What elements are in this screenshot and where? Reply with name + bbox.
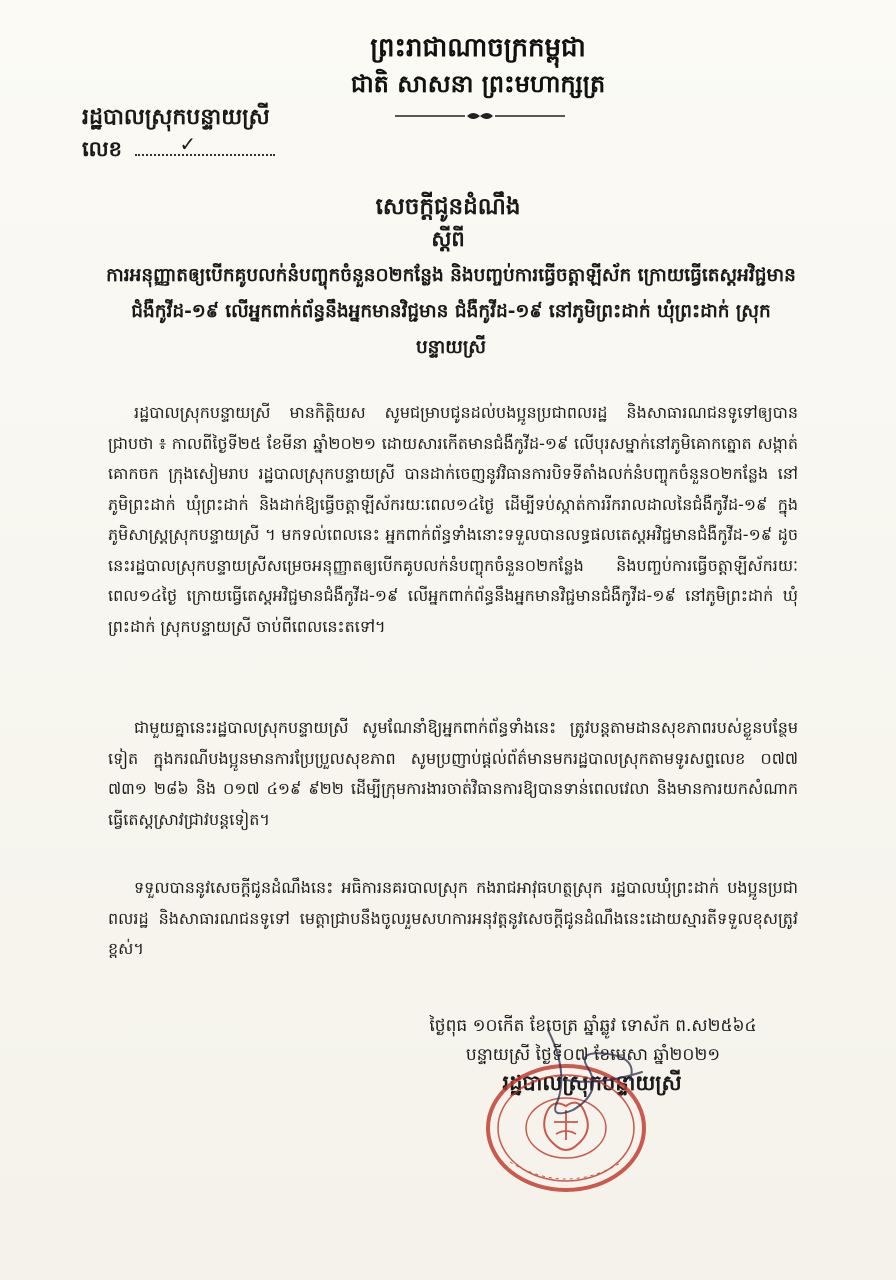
document-number xyxy=(82,132,275,167)
kingdom-header xyxy=(0,30,896,102)
notice-title: សេចក្តីជូនដំណឹង xyxy=(375,193,521,220)
handwritten-signature xyxy=(398,1010,758,1140)
signer-title: រដ្ឋបាលស្រុកបន្ទាយស្រី xyxy=(502,1070,682,1095)
number-value: ✓ xyxy=(179,132,197,156)
body-paragraph-2: ជាមួយគ្នានេះរដ្ឋបាលស្រុកបន្ទាយស្រី សូមណែនាំឱ្យអ្នកពាក់ព័ន្ធទាំងនេះ ត្រូវបន្តតាមដានសុខភាពរបស់ខ្លួនបន្ថែមទៀត ក្នុងករណីបងប្អូនមានការប្រែប្រួលសុខភាព សូមប្រញាប់ផ្តល់ព័ត៌មានមករដ្ឋបាលស្រុកតាមទូរសព្ទលេខ ០៧៧ ៧៣១ ២៨៦ និង ០១៧ ៤១៩ ៩២២ ដើម្បីក្រុមការងារចាត់វិធានការឱ្យបានទាន់ពេលវេលា និងមានការយកសំណាកធ្វើតេស្តស្រាវជ្រាវបន្តទៀត។ xyxy=(108,718,798,829)
number-label: លេខ xyxy=(82,136,122,161)
number-field xyxy=(135,132,275,156)
solar-date: បន្ទាយស្រី ថ្ងៃទី០៧ ខែមេសា ឆ្នាំ២០២១ xyxy=(465,1045,721,1065)
notice-about-label: ស្តីពី xyxy=(431,226,465,251)
lunar-date: ថ្ងៃពុធ ១០កើត ខែចេត្រ ឆ្នាំឆ្លូវ ទោស័ក ព.ស២៥៦៤ xyxy=(429,1016,757,1036)
kingdom-name: ព្រះរាជាណាចក្រកម្ពុជា xyxy=(370,33,586,63)
national-motto: ជាតិ សាសនា ព្រះមហាក្សត្រ xyxy=(350,69,606,98)
issuing-authority: រដ្ឋបាលស្រុកបន្ទាយស្រី xyxy=(82,104,270,130)
body-paragraph-3: ទទួលបាននូវសេចក្តីជូនដំណឹងនេះ អធិការនគរបាលស្រុក កងរាជអាវុធហត្ថស្រុក រដ្ឋបាលឃុំព្រះដាក់ បងប្អូនប្រជាពលរដ្ឋ និងសាធារណជនទូទៅ មេត្តាជ្រាបនឹងចូលរួមសហការអនុវត្តនូវសេចក្តីជូនដំណឹងនេះដោយស្មារតីទទួលខុសត្រូវខ្ពស់។ xyxy=(108,878,798,958)
notice-subject: ការអនុញ្ញាតឲ្យបើកគូបលក់នំបញ្ចុកចំនួន០២កន្លែង និងបញ្ចប់ការធ្វើចត្តាឡីស័ក ក្រោយធ្វើតេស្តអវិជ្ជមានជំងឺកូវីដ-១៩ លើអ្នកពាក់ព័ន្ធនឹងអ្នកមានវិជ្ជមាន ជំងឺកូវីដ-១៩ នៅភូមិព្រះដាក់ ឃុំព្រះដាក់ ស្រុកបន្ទាយស្រី xyxy=(106,265,796,358)
body-paragraph-1: រដ្ឋបាលស្រុកបន្ទាយស្រី មានកិត្តិយស សូមជម្រាបជូនដល់បងប្អូនប្រជាពលរដ្ឋ និងសាធារណជនទូទៅឲ្យបានជ្រាបថា ៖ កាលពីថ្ងៃទី២៥ ខែមីនា ឆ្នាំ២០២១ ដោយសារកើតមានជំងឺកូវីដ-១៩ លើបុរសម្នាក់នៅភូមិគោកត្នោត សង្កាត់គោកចក ក្រុងសៀមរាប រដ្ឋបាលស្រុកបន្ទាយស្រី បានដាក់ចេញនូវវិធានការបិទទីតាំងលក់នំបញ្ចុកចំនួន០២កន្លែង នៅភូមិព្រះដាក់ ឃុំព្រះដាក់ និងដាក់ឱ្យធ្វើចត្តាឡីស័ករយៈពេល១៤ថ្ងៃ ដើម្បីទប់ស្កាត់ការរីករាលដាលនៃជំងឺកូវីដ-១៩ ក្នុងភូមិសាស្ត្រស្រុកបន្ទាយស្រី ។ មកទល់ពេលនេះ អ្នកពាក់ព័ន្ធទាំងនោះទទួលបានលទ្ធផលតេស្តអវិជ្ជមានជំងឺកូវីដ-១៩ ដូចនេះរដ្ឋបាលស្រុកបន្ទាយស្រីសម្រេចអនុញ្ញាតឲ្យបើកគូបលក់នំបញ្ចុកចំនួន០២កន្លែង និងបញ្ចប់ការធ្វើចត្តាឡីស័ករយៈពេល១៤ថ្ងៃ ក្រោយធ្វើតេស្តអវិជ្ជមានជំងឺកូវីដ-១៩ លើអ្នកពាក់ព័ន្ធនឹងអ្នកមានវិជ្ជមានជំងឺកូវីដ-១៩ នៅភូមិព្រះដាក់ ឃុំព្រះដាក់ ស្រុកបន្ទាយស្រី ចាប់ពីពេលនេះតទៅ។ xyxy=(108,403,798,636)
divider-ornament xyxy=(395,110,565,122)
